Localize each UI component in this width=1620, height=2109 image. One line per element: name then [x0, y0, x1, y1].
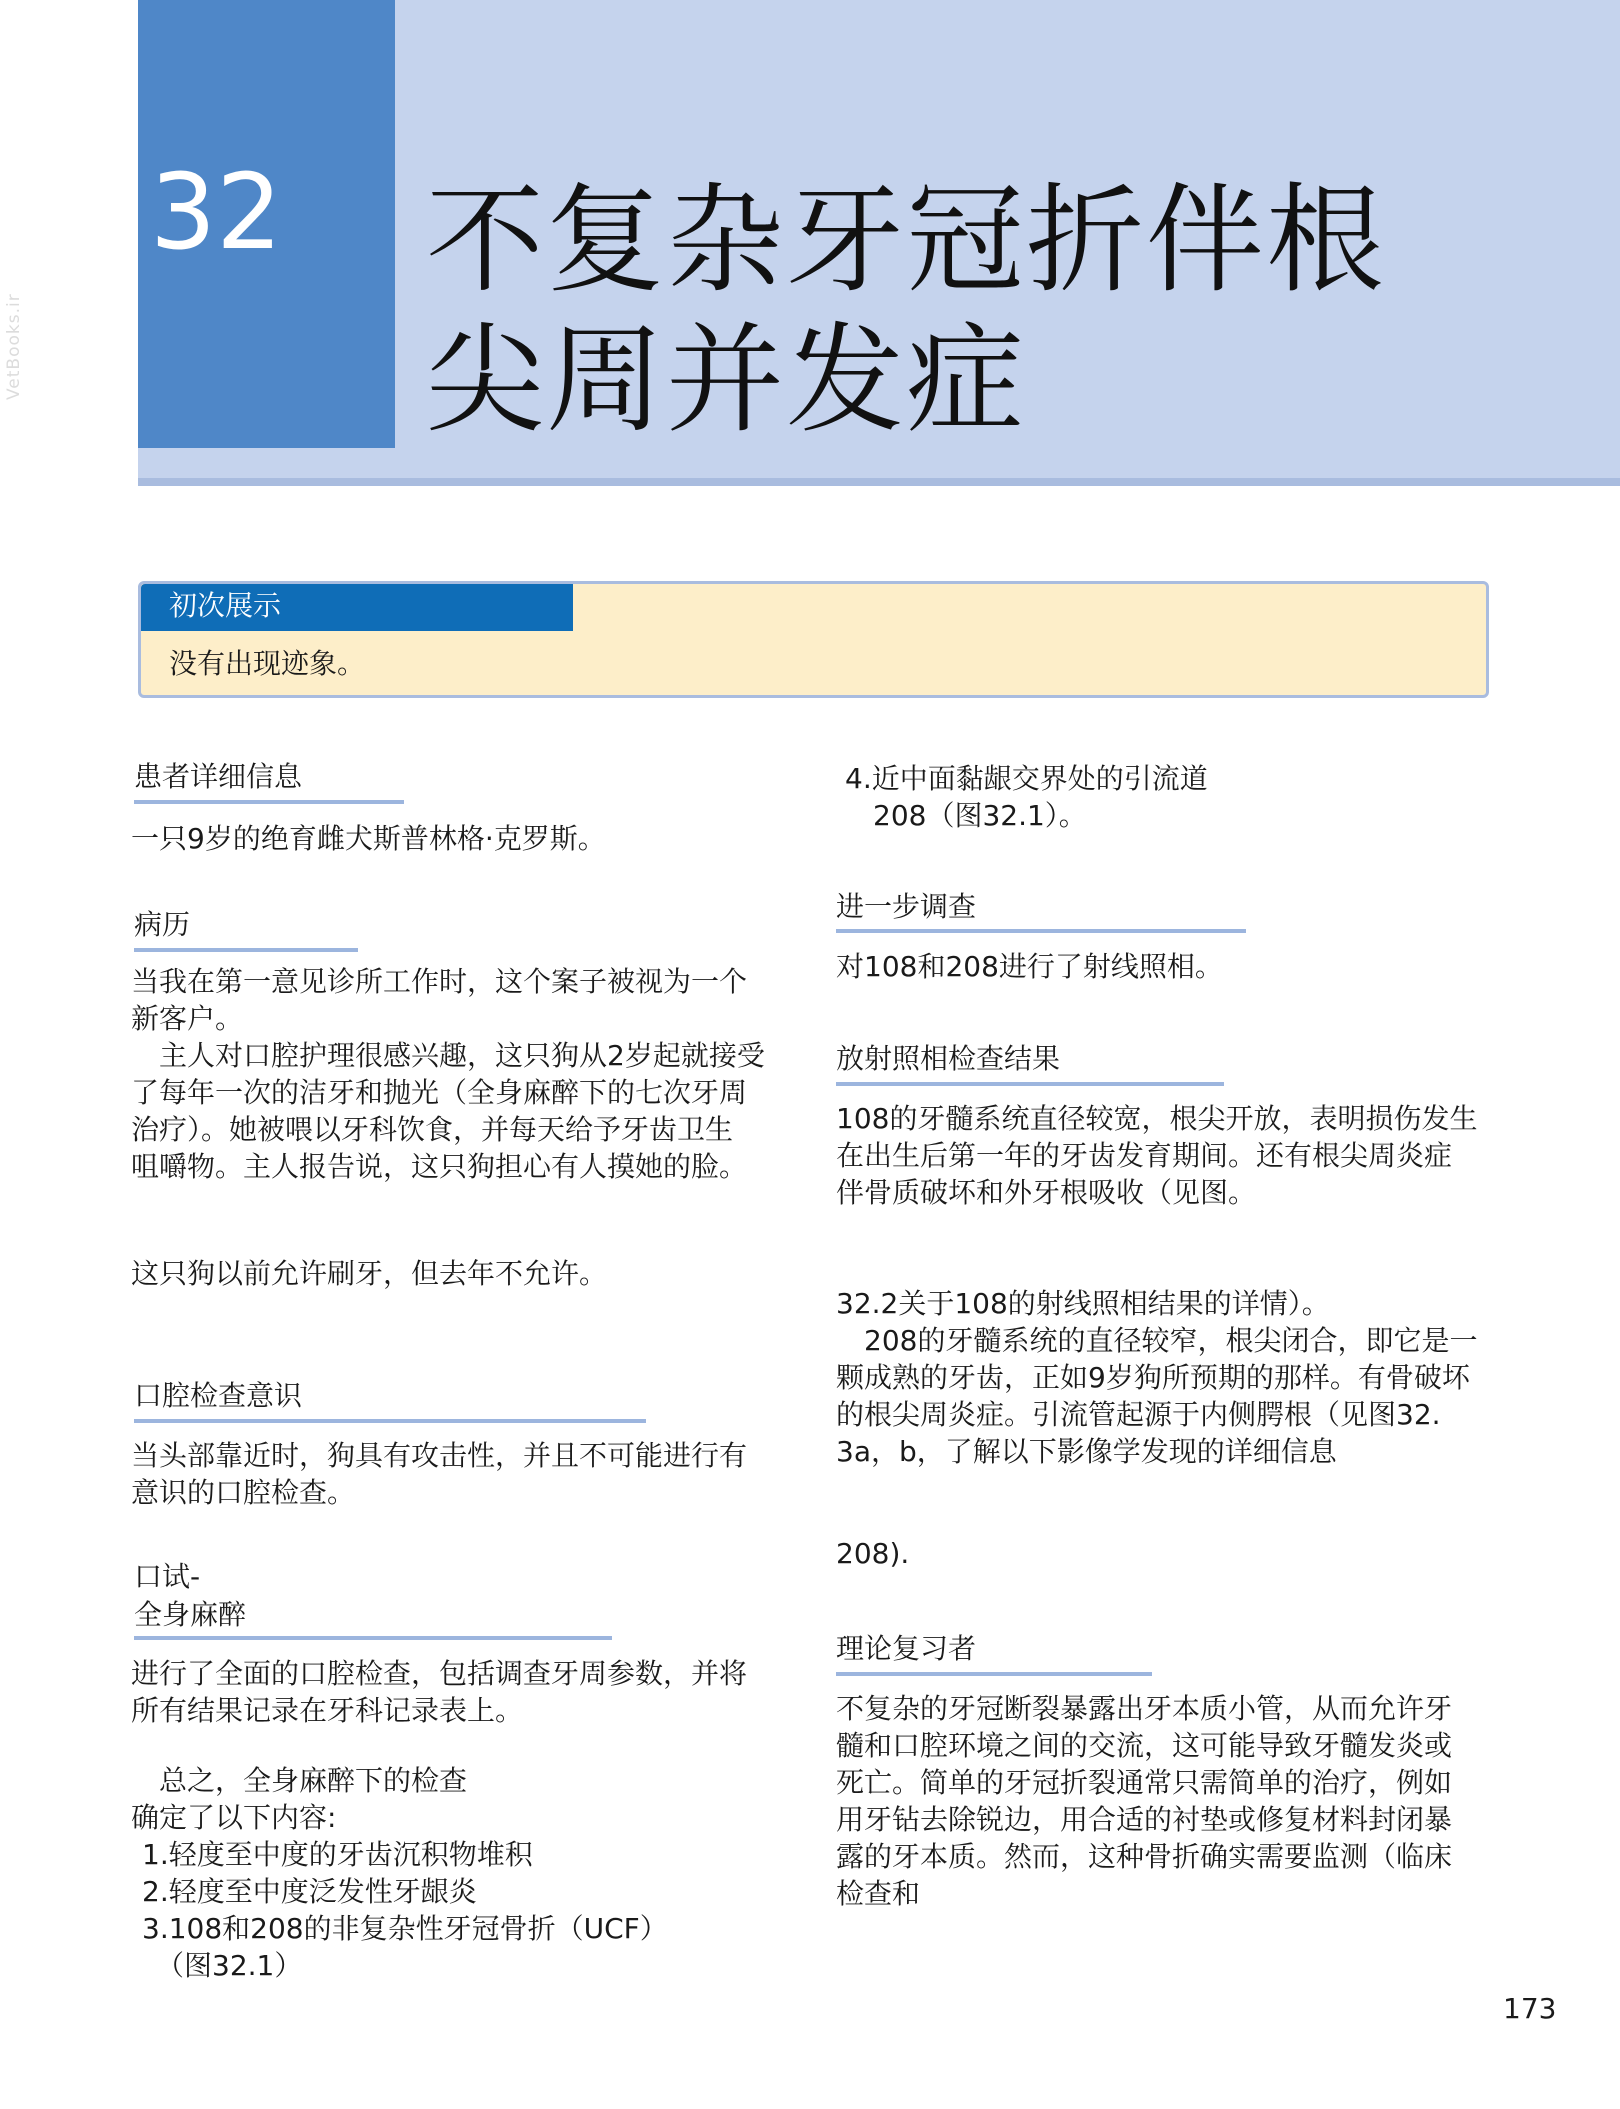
text-line: 一只9岁的绝育雌犬斯普林格·克罗斯。: [131, 822, 606, 855]
text-line: 了每年一次的洁牙和抛光（全身麻醉下的七次牙周: [131, 1076, 748, 1109]
chapter-title: [426, 170, 1576, 450]
text-line: 对108和208进行了射线照相。: [836, 950, 1223, 983]
presentation-label: 初次展示: [141, 584, 573, 631]
further-investigations-text: [836, 948, 1223, 985]
oral-exam-ga-findings: [142, 1836, 668, 1984]
oral-exam-ga-summary: [131, 1762, 467, 1836]
text-line: 伴骨质破坏和外牙根吸收（见图。: [836, 1176, 1257, 1209]
chapter-title-line: 不复杂牙冠折伴根: [426, 171, 1387, 309]
heading-underline: [836, 929, 1246, 933]
finding-item: 1.轻度至中度的牙齿沉积物堆积: [142, 1838, 533, 1871]
text-line: 咀嚼物。主人报告说，这只狗担心有人摸她的脸。: [131, 1150, 748, 1183]
theory-refresher-text: [836, 1690, 1452, 1912]
finding-item: 2.轻度至中度泛发性牙龈炎: [142, 1875, 477, 1908]
text-line: 的根尖周炎症。引流管起源于内侧腭根（见图32.: [836, 1398, 1441, 1431]
finding-item: （图32.1）: [142, 1949, 303, 1982]
history-heading: 病历: [134, 908, 191, 941]
text-line: 32.2关于108的射线照相结果的详情）。: [836, 1287, 1330, 1320]
heading-underline: [134, 1419, 646, 1423]
text-line: 进行了全面的口腔检查，包括调查牙周参数，并将: [131, 1657, 748, 1690]
finding-item: 208（图32.1）。: [845, 799, 1087, 832]
history-extra-text: [131, 1255, 607, 1292]
heading-underline: [134, 1636, 612, 1640]
text-line: 总之，全身麻醉下的检查: [131, 1764, 468, 1797]
text-line: 当头部靠近时，狗具有攻击性，并且不可能进行有: [131, 1439, 748, 1472]
radiographic-findings-text-2: [836, 1285, 1477, 1470]
further-investigations-heading: 进一步调查: [836, 890, 977, 923]
radiographic-findings-heading: 放射照相检查结果: [836, 1042, 1061, 1075]
text-line: 确定了以下内容:: [131, 1801, 337, 1834]
text-line: 髓和口腔环境之间的交流，这可能导致牙髓发炎或: [836, 1729, 1453, 1762]
watermark: VetBooks.ir: [4, 293, 24, 400]
text-line: 颗成熟的牙齿，正如9岁狗所预期的那样。有骨破坏: [836, 1361, 1470, 1394]
patient-details-text: [131, 820, 606, 857]
text-line: 露的牙本质。然而，这种骨折确实需要监测（临床: [836, 1840, 1453, 1873]
presentation-box: [138, 581, 1489, 698]
chapter-number: 32: [150, 151, 283, 273]
page-number: 173: [1503, 1992, 1557, 2025]
text-line: 不复杂的牙冠断裂暴露出牙本质小管，从而允许牙: [836, 1692, 1453, 1725]
text-line: 主人对口腔护理很感兴趣，这只狗从2岁起就接受: [131, 1039, 765, 1072]
text-line: 这只狗以前允许刷牙，但去年不允许。: [131, 1257, 608, 1290]
text-line: 检查和: [836, 1877, 921, 1910]
text-line: 用牙钻去除锐边，用合适的衬垫或修复材料封闭暴: [836, 1803, 1453, 1836]
text-line: 死亡。简单的牙冠折裂通常只需简单的治疗，例如: [836, 1766, 1453, 1799]
history-text: [131, 963, 765, 1185]
oral-exam-ga-text: [131, 1655, 747, 1729]
chapter-title-line: 尖周并发症: [426, 311, 1027, 449]
heading-underline: [836, 1672, 1152, 1676]
heading-underline: [836, 1082, 1224, 1086]
text-line: 新客户。: [131, 1002, 244, 1035]
finding-4: [845, 760, 1208, 834]
radiographic-findings-tail: [836, 1535, 909, 1572]
conscious-exam-heading: 口腔检查意识: [134, 1379, 303, 1412]
heading-underline: [134, 800, 404, 804]
text-line: 意识的口腔检查。: [131, 1476, 356, 1509]
heading-line: 全身麻醉: [134, 1598, 247, 1631]
text-line: 所有结果记录在牙科记录表上。: [131, 1694, 524, 1727]
text-line: 在出生后第一年的牙齿发育期间。还有根尖周炎症: [836, 1139, 1453, 1172]
text-line: 治疗）。她被喂以牙科饮食，并每天给予牙齿卫生: [131, 1113, 734, 1146]
heading-underline: [134, 948, 358, 952]
finding-item: 3.108和208的非复杂性牙冠骨折（UCF）: [142, 1912, 668, 1945]
theory-refresher-heading: 理论复习者: [836, 1632, 977, 1665]
patient-details-heading: 患者详细信息: [134, 760, 303, 793]
text-line: 208).: [836, 1537, 910, 1570]
text-line: 108的牙髓系统直径较宽，根尖开放，表明损伤发生: [836, 1102, 1478, 1135]
text-line: 208的牙髓系统的直径较窄，根尖闭合，即它是一: [836, 1324, 1478, 1357]
conscious-exam-text: [131, 1437, 747, 1511]
finding-item: 4.近中面黏龈交界处的引流道: [845, 762, 1208, 795]
oral-exam-ga-heading: [134, 1558, 246, 1634]
text-line: 3a，b，了解以下影像学发现的详细信息: [836, 1435, 1337, 1468]
text-line: 当我在第一意见诊所工作时，这个案子被视为一个: [131, 965, 748, 998]
heading-line: 口试-: [134, 1560, 201, 1593]
radiographic-findings-text: [836, 1100, 1477, 1211]
presentation-text: 没有出现迹象。: [169, 647, 366, 680]
